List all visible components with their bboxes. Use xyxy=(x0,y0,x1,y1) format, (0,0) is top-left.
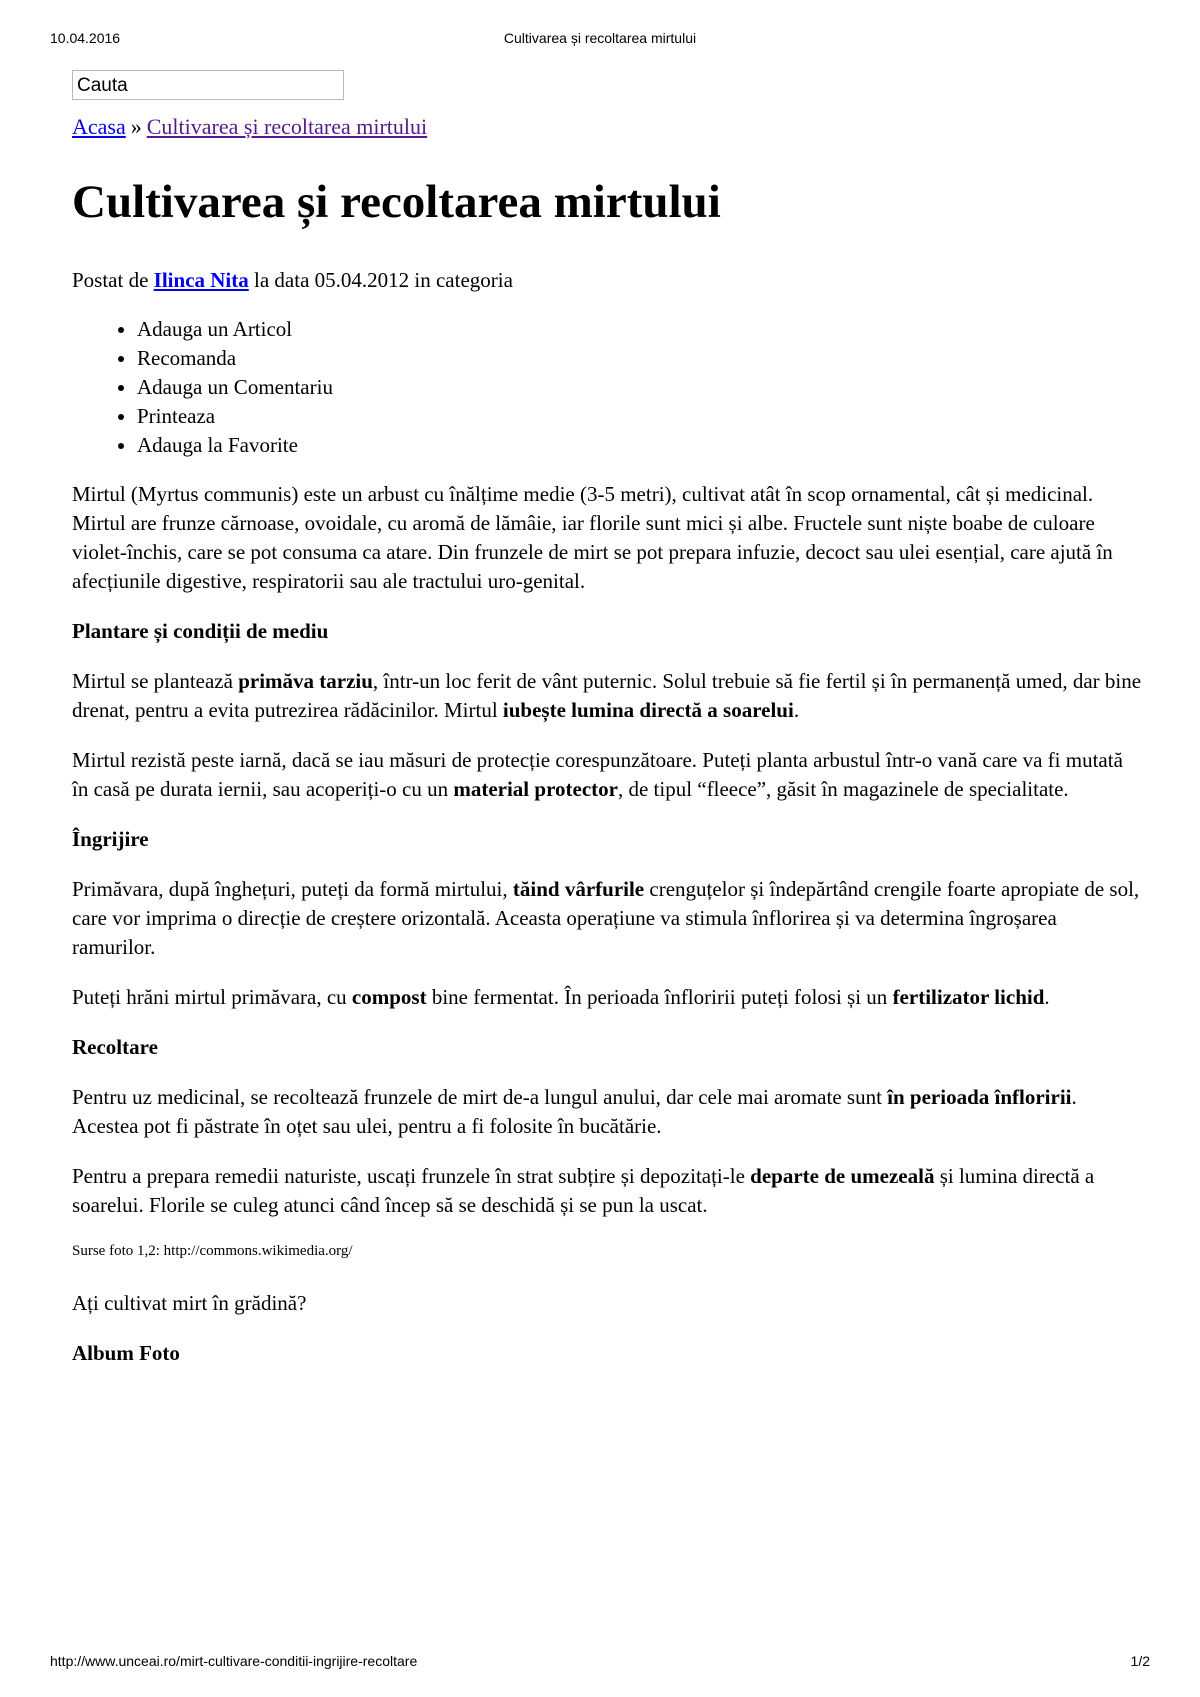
breadcrumb-home-link[interactable]: Acasa xyxy=(72,114,126,139)
breadcrumb-current-link[interactable]: Cultivarea și recoltarea mirtului xyxy=(146,114,428,139)
album-heading: Album Foto xyxy=(72,1341,180,1365)
print-footer-url: http://www.unceai.ro/mirt-cultivare-conditii-ingrijire-recoltare xyxy=(50,1653,418,1669)
print-date: 10.04.2016 xyxy=(50,30,121,46)
article-actions xyxy=(72,315,1142,460)
article-content xyxy=(72,70,1142,1389)
action-recommend[interactable]: • Recomanda xyxy=(137,344,1142,373)
meta-prefix: Postat de xyxy=(72,268,149,292)
care-paragraph-2: Puteți hrăni mirtul primăvara, cu compost bine fermentat. În perioada înfloririi puteți folosi și un fertilizator lichid. xyxy=(72,985,1050,1009)
author-link[interactable]: Ilinca Nita xyxy=(153,268,249,292)
section-heading-harvest: Recoltare xyxy=(72,1035,158,1059)
photo-source: Surse foto 1,2: http://commons.wikimedia.org/ xyxy=(72,1243,353,1259)
planting-paragraph-1: Mirtul se plantează primăva tarziu, într-un loc ferit de vânt puternic. Solul trebuie să fie fertil și în permanență umed, dar bine drenat, pentru a evita putrezirea rădăcinilor. Mirtul iubește lumina directă a soarelui. xyxy=(72,669,1142,722)
breadcrumb xyxy=(72,112,1142,142)
harvest-paragraph-2: Pentru a prepara remedii naturiste, uscați frunzele în strat subțire și depozitați-le departe de umezeală și lumina directă a soarelui. Florile se culeg atunci când încep să se deschidă și se pun la uscat. xyxy=(72,1164,1095,1217)
section-heading-care: Îngrijire xyxy=(72,827,149,851)
section-heading-planting: Plantare și condiții de mediu xyxy=(72,619,329,643)
print-page-number: 1/2 xyxy=(1130,1653,1150,1669)
post-meta xyxy=(72,266,1142,295)
planting-paragraph-2: Mirtul rezistă peste iarnă, dacă se iau măsuri de protecție corespunzătoare. Puteți planta arbustul într-o vană care va fi mutată în casă pe durata iernii, sau acoperiți-o cu un material protector, de tipul “fleece”, găsit în magazinele de specialitate. xyxy=(72,748,1123,801)
breadcrumb-separator: » xyxy=(130,114,142,139)
reader-question: Ați cultivat mirt în grădină? xyxy=(72,1291,307,1315)
print-title: Cultivarea și recoltarea mirtului xyxy=(503,30,697,46)
action-add-article[interactable]: • Adauga un Articol xyxy=(137,315,1142,344)
harvest-paragraph-1: Pentru uz medicinal, se recoltează frunzele de mirt de-a lungul anului, dar cele mai aromate sunt în perioada înfloririi. Acestea pot fi păstrate în oțet sau ulei, pentru a fi folosite în bucătărie. xyxy=(72,1085,1077,1138)
care-paragraph-1: Primăvara, după înghețuri, puteți da formă mirtului, tăind vârfurile crenguțelor și îndepărtând crengile foarte apropiate de sol, care vor imprima o direcție de creștere orizontală. Aceasta operațiune va stimula înflorirea și va determina îngroșarea ramurilor. xyxy=(72,877,1140,959)
action-print[interactable]: • Printeaza xyxy=(137,402,1142,431)
meta-date: la data 05.04.2012 in categoria xyxy=(254,268,513,292)
intro-paragraph: Mirtul (Myrtus communis) este un arbust cu înălțime medie (3-5 metri), cultivat atât în scop ornamental, cât și medicinal. Mirtul are frunze cărnoase, ovoidale, cu aromă de lămâie, iar florile sunt mici și albe. Fructele sunt niște boabe de culoare violet-închis, care se pot consuma ca atare. Din frunzele de mirt se pot prepara infuzie, decoct sau ulei esențial, care ajută în afecțiunile digestive, respiratorii sau ale tractului uro-genital. xyxy=(72,482,1113,593)
action-add-comment[interactable]: • Adauga un Comentariu xyxy=(137,373,1142,402)
page-title: Cultivarea și recoltarea mirtului xyxy=(72,176,721,228)
search-input[interactable]: Cauta xyxy=(72,70,344,100)
action-add-favorite[interactable]: • Adauga la Favorite xyxy=(137,431,1142,460)
